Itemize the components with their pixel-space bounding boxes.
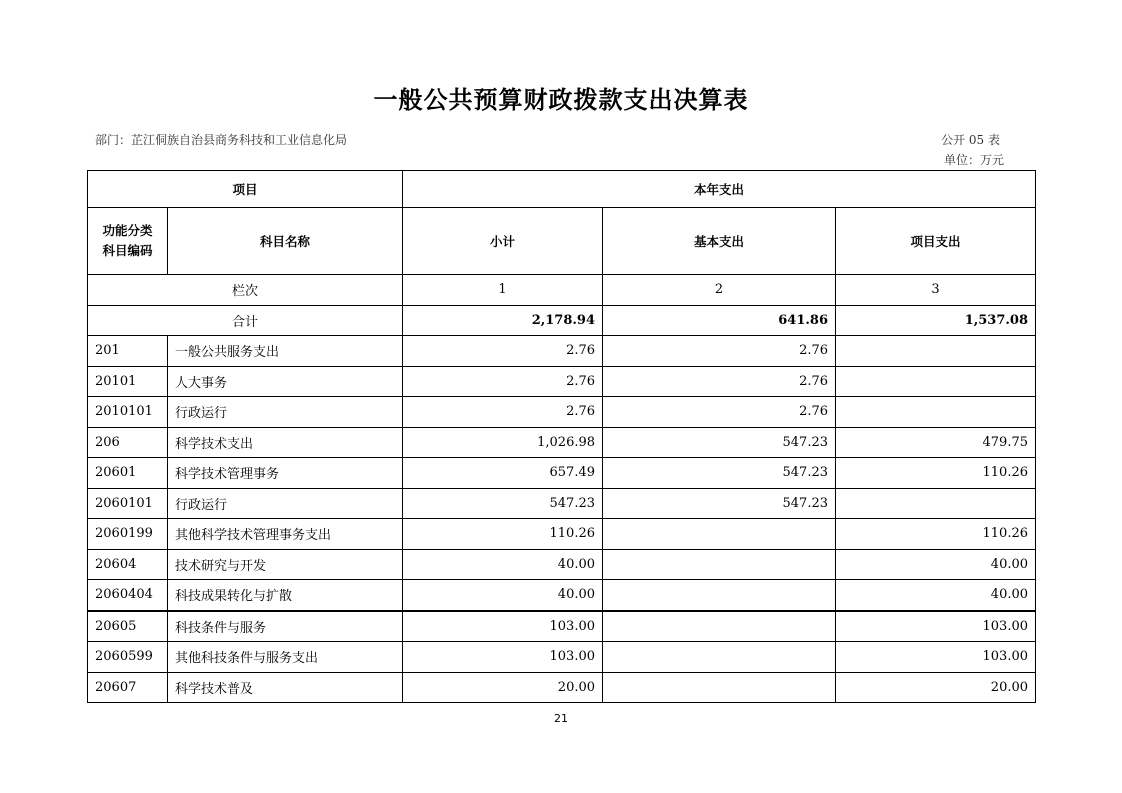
row-project: 110.26 [836, 519, 1036, 550]
row-basic [603, 642, 836, 673]
header-subtotal: 小计 [403, 208, 603, 275]
row-project [836, 397, 1036, 428]
page-number: 21 [554, 712, 568, 725]
department-label: 部门：芷江侗族自治县商务科技和工业信息化局 [95, 133, 348, 147]
row-basic [603, 672, 836, 703]
row-subtotal: 547.23 [403, 488, 603, 519]
row-code: 20101 [88, 366, 168, 397]
row-code: 206 [88, 427, 168, 458]
total-label: 合计 [88, 305, 403, 336]
row-basic [603, 611, 836, 642]
header-func-code: 功能分类 科目编码 [88, 208, 168, 275]
column-index-3: 3 [836, 275, 1036, 306]
row-subtotal: 110.26 [403, 519, 603, 550]
row-subject-name: 行政运行 [168, 488, 403, 519]
table-row [88, 519, 1036, 550]
row-subject-name: 一般公共服务支出 [168, 336, 403, 367]
row-code: 2060599 [88, 642, 168, 673]
table-row [88, 611, 1036, 642]
row-subtotal: 1,026.98 [403, 427, 603, 458]
row-project [836, 488, 1036, 519]
row-subtotal: 2.76 [403, 336, 603, 367]
header-row-1 [88, 171, 1036, 208]
row-code: 20605 [88, 611, 168, 642]
row-basic [603, 519, 836, 550]
total-project: 1,537.08 [836, 305, 1036, 336]
row-code: 201 [88, 336, 168, 367]
column-index-2: 2 [603, 275, 836, 306]
row-project: 103.00 [836, 611, 1036, 642]
row-subtotal: 2.76 [403, 366, 603, 397]
table-row [88, 672, 1036, 703]
header-current-year: 本年支出 [403, 171, 1036, 208]
row-subject-name: 技术研究与开发 [168, 549, 403, 580]
total-basic: 641.86 [603, 305, 836, 336]
table-row [88, 366, 1036, 397]
row-subtotal: 40.00 [403, 580, 603, 611]
form-number: 公开 05 表 [941, 133, 1000, 147]
row-code: 20604 [88, 549, 168, 580]
table-row [88, 488, 1036, 519]
header-basic: 基本支出 [603, 208, 836, 275]
row-subject-name: 其他科学技术管理事务支出 [168, 519, 403, 550]
row-code: 2060101 [88, 488, 168, 519]
row-subject-name: 科技成果转化与扩散 [168, 580, 403, 611]
unit-label: 单位：万元 [943, 153, 1004, 167]
row-code: 20607 [88, 672, 168, 703]
row-basic: 547.23 [603, 427, 836, 458]
column-index-label: 栏次 [88, 275, 403, 306]
row-basic: 2.76 [603, 336, 836, 367]
row-subject-name: 人大事务 [168, 366, 403, 397]
row-basic: 2.76 [603, 397, 836, 428]
table-row [88, 336, 1036, 367]
row-subject-name: 科学技术支出 [168, 427, 403, 458]
row-project: 110.26 [836, 458, 1036, 489]
column-index-row [88, 275, 1036, 306]
row-subject-name: 科学技术普及 [168, 672, 403, 703]
row-project: 103.00 [836, 642, 1036, 673]
header-item: 项目 [88, 171, 403, 208]
row-subtotal: 2.76 [403, 397, 603, 428]
row-project: 20.00 [836, 672, 1036, 703]
row-subtotal: 103.00 [403, 642, 603, 673]
row-subtotal: 20.00 [403, 672, 603, 703]
row-project [836, 366, 1036, 397]
row-code: 2010101 [88, 397, 168, 428]
row-basic: 547.23 [603, 458, 836, 489]
header-row-2 [88, 208, 1036, 275]
row-subject-name: 科学技术管理事务 [168, 458, 403, 489]
total-row [88, 305, 1036, 336]
column-index-1: 1 [403, 275, 603, 306]
header-project: 项目支出 [836, 208, 1036, 275]
page-title: 一般公共预算财政拨款支出决算表 [373, 86, 749, 114]
row-basic [603, 549, 836, 580]
table-row [88, 458, 1036, 489]
row-code: 20601 [88, 458, 168, 489]
row-basic: 547.23 [603, 488, 836, 519]
row-code: 2060199 [88, 519, 168, 550]
row-subject-name: 行政运行 [168, 397, 403, 428]
table-row [88, 427, 1036, 458]
table-row [88, 549, 1036, 580]
row-subject-name: 其他科技条件与服务支出 [168, 642, 403, 673]
table-row [88, 397, 1036, 428]
row-subject-name: 科技条件与服务 [168, 611, 403, 642]
row-project [836, 336, 1036, 367]
budget-table [87, 170, 1036, 703]
header-subject-name: 科目名称 [168, 208, 403, 275]
row-basic [603, 580, 836, 611]
row-project: 40.00 [836, 549, 1036, 580]
row-project: 40.00 [836, 580, 1036, 611]
row-subtotal: 657.49 [403, 458, 603, 489]
row-basic: 2.76 [603, 366, 836, 397]
row-subtotal: 40.00 [403, 549, 603, 580]
total-subtotal: 2,178.94 [403, 305, 603, 336]
row-project: 479.75 [836, 427, 1036, 458]
row-code: 2060404 [88, 580, 168, 611]
table-row [88, 642, 1036, 673]
table-row [88, 580, 1036, 611]
row-subtotal: 103.00 [403, 611, 603, 642]
